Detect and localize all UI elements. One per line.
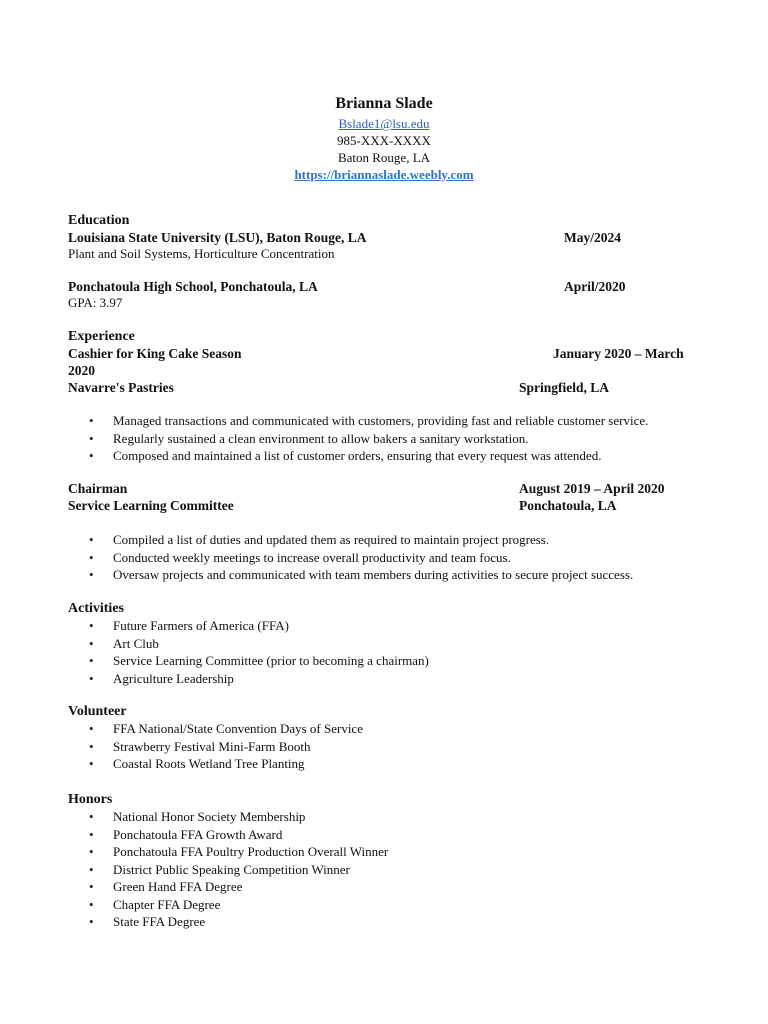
- resume-header: [0, 93, 768, 183]
- location-text: Baton Rouge, LA: [337, 150, 431, 165]
- list-item: • National Honor Society Membership: [68, 808, 708, 826]
- job-title: Chairman: [68, 481, 128, 496]
- volunteer-section: [68, 703, 708, 773]
- job-location: Ponchatoula, LA: [519, 498, 617, 513]
- school-name: Louisiana State University (LSU), Baton Rouge, LA: [68, 230, 367, 245]
- website-link[interactable]: https://briannaslade.weebly.com: [294, 167, 474, 182]
- list-item: • Compiled a list of duties and updated them as required to maintain project progress.: [68, 531, 708, 549]
- school-date: May/2024: [564, 230, 621, 245]
- education-entry-high-school: [68, 278, 708, 311]
- activities-section: [68, 600, 708, 687]
- job-title-row: [68, 345, 708, 362]
- list-item: • Strawberry Festival Mini-Farm Booth: [68, 738, 708, 756]
- job-date: August 2019 – April 2020: [519, 481, 665, 496]
- school-name: Ponchatoula High School, Ponchatoula, LA: [68, 279, 318, 294]
- education-entry-lsu: [68, 229, 708, 246]
- job-title-row: [68, 480, 708, 497]
- honors-list: [68, 808, 708, 931]
- job-date-year: 2020: [68, 363, 95, 378]
- education-entry-row: [68, 278, 708, 295]
- volunteer-list: [68, 720, 708, 773]
- list-item: • Agriculture Leadership: [68, 670, 708, 688]
- volunteer-heading: Volunteer: [68, 704, 127, 719]
- experience-section: [68, 328, 708, 396]
- job-date: January 2020 – March: [553, 346, 684, 361]
- school-date: April/2020: [564, 279, 626, 294]
- list-item: • Oversaw projects and communicated with team members during activities to secure project success.: [68, 566, 708, 584]
- list-item: • District Public Speaking Competition Winner: [68, 861, 708, 879]
- job-bullets: [68, 531, 708, 584]
- job-org-row: [68, 497, 708, 514]
- list-item: • Future Farmers of America (FFA): [68, 617, 708, 635]
- list-item: • Managed transactions and communicated with customers, providing fast and reliable customer service.: [68, 412, 708, 430]
- job-title: Cashier for King Cake Season: [68, 346, 242, 361]
- list-item: • Composed and maintained a list of customer orders, ensuring that every request was attended.: [68, 447, 708, 465]
- activities-list: [68, 617, 708, 687]
- list-item: • Chapter FFA Degree: [68, 896, 708, 914]
- activities-heading: Activities: [68, 601, 124, 616]
- job-entry-chairman: [68, 480, 708, 514]
- person-name: Brianna Slade: [335, 95, 433, 112]
- list-item: • FFA National/State Convention Days of Service: [68, 720, 708, 738]
- list-item: • Conducted weekly meetings to increase overall productivity and team focus.: [68, 549, 708, 567]
- job-org-row: [68, 379, 708, 396]
- job-org: Service Learning Committee: [68, 498, 234, 513]
- list-item: • Service Learning Committee (prior to becoming a chairman): [68, 652, 708, 670]
- list-item: • Regularly sustained a clean environment to allow bakers a sanitary workstation.: [68, 430, 708, 448]
- experience-heading: Experience: [68, 329, 135, 344]
- honors-section: [68, 791, 708, 931]
- education-heading: Education: [68, 213, 130, 228]
- job-date-continued: [68, 362, 708, 379]
- school-detail: GPA: 3.97: [68, 295, 123, 310]
- job-bullets: [68, 412, 708, 465]
- education-section: [68, 212, 708, 262]
- list-item: • Art Club: [68, 635, 708, 653]
- list-item: • Ponchatoula FFA Poultry Production Overall Winner: [68, 843, 708, 861]
- list-item: • State FFA Degree: [68, 913, 708, 931]
- list-item: • Coastal Roots Wetland Tree Planting: [68, 755, 708, 773]
- list-item: • Ponchatoula FFA Growth Award: [68, 826, 708, 844]
- honors-heading: Honors: [68, 792, 113, 807]
- job-org: Navarre's Pastries: [68, 380, 174, 395]
- phone-number: 985-XXX-XXXX: [337, 133, 431, 148]
- list-item: • Green Hand FFA Degree: [68, 878, 708, 896]
- job-location: Springfield, LA: [519, 380, 610, 395]
- email-link[interactable]: Bslade1@lsu.edu: [338, 116, 430, 131]
- school-detail: Plant and Soil Systems, Horticulture Concentration: [68, 246, 335, 261]
